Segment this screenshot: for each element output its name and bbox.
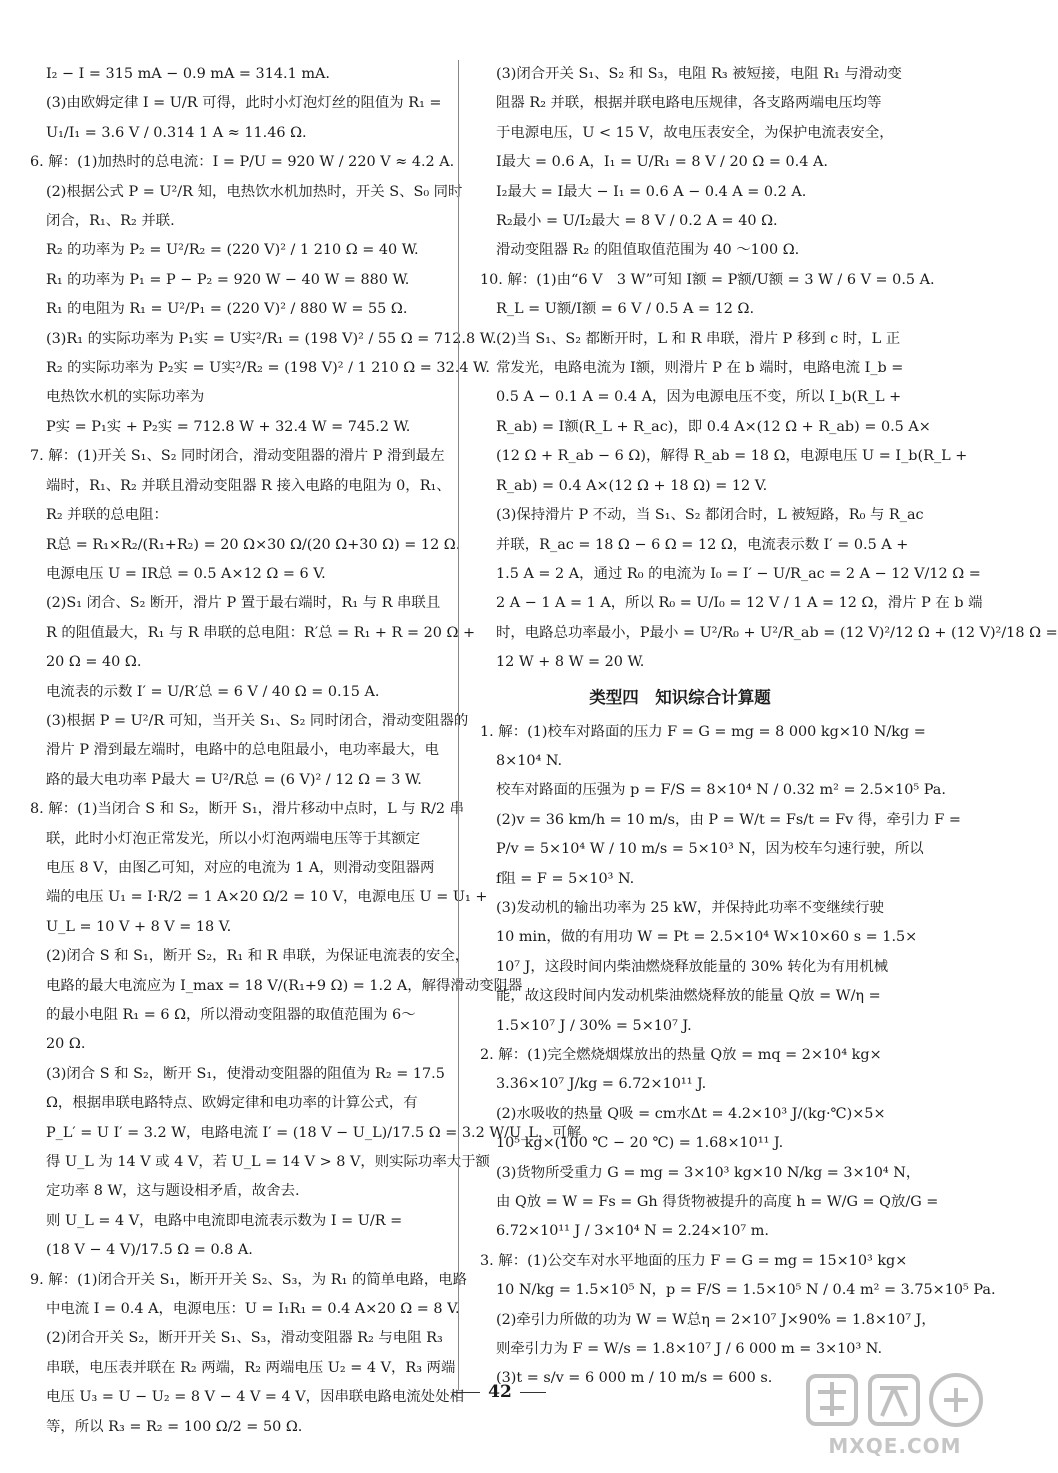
text-line: (3)货物所受重力 G = mg = 3×10³ kg×10 N/kg = 3×10⁴ N， (496, 1164, 921, 1181)
text-line: 由 Q放 = W = Fs = Gh 得货物被提升的高度 h = W/G = Q放/G = (496, 1194, 939, 1211)
text-line: (2)水吸收的热量 Q吸 = cm水Δt = 4.2×10³ J/(kg·℃)×5× (496, 1105, 886, 1122)
text-line: 8. 解：(1)当闭合 S 和 S₂，断开 S₁，滑片移动中点时，L 与 R/2 串 (30, 801, 465, 818)
text-line: (3)根据 P = U²/R 可知，当开关 S₁、S₂ 同时闭合，滑动变阻器的 (46, 712, 469, 729)
text-line: 滑动变阻器 R₂ 的阻值取值范围为 40 ～100 Ω. (496, 242, 800, 259)
page-dash-right (520, 1392, 546, 1393)
text-line: U_L = 10 V + 8 V = 18 V. (46, 918, 232, 935)
text-line: 7. 解：(1)开关 S₁、S₂ 同时闭合，滑动变阻器的滑片 P 滑到最左 (30, 448, 445, 465)
text-line: 0.5 A − 0.1 A = 0.4 A，因为电源电压不变，所以 I_b(R_L + (496, 389, 902, 406)
text-line: 12 W + 8 W = 20 W. (496, 654, 645, 671)
text-line: P/v = 5×10⁴ W / 10 m/s = 5×10³ N，因为校车匀速行驶，所以 (496, 841, 924, 858)
text-line: 常发光，电路电流为 I额，则滑片 P 在 b 端时，电路电流 I_b = (496, 360, 904, 377)
text-line: 2 A − 1 A = 1 A，所以 R₀ = U/I₀ = 12 V / 1 A = 12 Ω，滑片 P 在 b 端 (496, 595, 983, 612)
text-line: R₂ 并联的总电阻： (46, 507, 168, 524)
text-line: R_L = U额/I额 = 6 V / 0.5 A = 12 Ω. (496, 301, 755, 318)
text-line: 6. 解：(1)加热时的总电流：I = P/U = 920 W / 220 V ≈ 4.2 A. (30, 154, 455, 171)
text-line: Ω，根据串联电路特点、欧姆定律和电功率的计算公式，有 (46, 1095, 418, 1112)
text-line: 能，故这段时间内发动机柴油燃烧释放的能量 Q放 = W/η = (496, 988, 881, 1005)
watermark-logo (802, 1368, 988, 1464)
text-line: (3)闭合 S 和 S₂，断开 S₁，使滑动变阻器的阻值为 R₂ = 17.5 (46, 1065, 445, 1082)
text-line: (12 Ω + R_ab − 6 Ω)，解得 R_ab = 18 Ω，电源电压 U = I_b(R_L + (496, 448, 968, 465)
text-line: 则牵引力为 F = W/s = 1.8×10⁷ J / 6 000 m = 3×10³ N. (496, 1341, 883, 1358)
text-line: P_L′ = U I′ = 3.2 W，电路电流 I′ = (18 V − U_L)/17.5 Ω = 3.2 W/U_L，可解 (46, 1124, 582, 1141)
text-line: 阻器 R₂ 并联，根据并联电路电压规律，各支路两端电压均等 (496, 95, 882, 112)
text-line: 于电源电压，U < 15 V，故电压表安全，为保护电流表安全， (496, 124, 894, 141)
text-line: 闭合，R₁、R₂ 并联. (46, 213, 175, 230)
text-line: R 的阻值最大，R₁ 与 R 串联的总电阻：R′总 = R₁ + R = 20 Ω + (46, 624, 476, 641)
right-column-top (480, 60, 1058, 678)
text-line: 电流表的示数 I′ = U/R′总 = 6 V / 40 Ω = 0.15 A. (46, 683, 380, 700)
text-line: I最大 = 0.6 A，I₁ = U/R₁ = 8 V / 20 Ω = 0.4 A. (496, 154, 828, 171)
text-line: (2)牵引力所做的功为 W = W总η = 2×10⁷ J×90% = 1.8×10⁷ J， (496, 1311, 936, 1328)
text-line: 10⁷ J，这段时间内柴油燃烧释放能量的 30% 转化为有用机械 (496, 958, 889, 975)
text-line: (2)当 S₁、S₂ 都断开时，L 和 R 串联，滑片 P 移到 c 时，L 正 (496, 330, 901, 347)
page-dash-left (454, 1392, 480, 1393)
text-line: (18 V − 4 V)/17.5 Ω = 0.8 A. (46, 1242, 253, 1259)
text-line: 滑片 P 滑到最左端时，电路中的总电阻最小，电功率最大，电 (46, 742, 439, 759)
section-title: 类型四 知识综合计算题 (589, 687, 771, 707)
text-line: 中电流 I = 0.4 A，电源电压：U = I₁R₁ = 0.4 A×20 Ω = 8 V. (46, 1301, 460, 1318)
text-line: f阻 = F = 5×10³ N. (496, 870, 635, 887)
text-line: 端时，R₁、R₂ 并联且滑动变阻器 R 接入电路的电阻为 0，R₁、 (46, 477, 451, 494)
text-line: 的最小电阻 R₁ = 6 Ω，所以滑动变阻器的取值范围为 6～ (46, 1007, 416, 1023)
text-line: 1.5×10⁷ J / 30% = 5×10⁷ J. (496, 1017, 692, 1034)
text-line: 6.72×10¹¹ J / 3×10⁴ N = 2.24×10⁷ m. (496, 1223, 769, 1240)
text-line: 电热饮水机的实际功率为 (46, 389, 205, 406)
text-line: 3.36×10⁷ J/kg = 6.72×10¹¹ J. (496, 1076, 707, 1093)
text-line: (3)保持滑片 P 不动，当 S₁、S₂ 都闭合时，L 被短路，R₀ 与 R_ac (496, 507, 924, 524)
text-line: 串联，电压表并联在 R₂ 两端，R₂ 两端电压 U₂ = 4 V，R₃ 两端 (46, 1359, 456, 1376)
text-line: 时，电路总功率最小，P最小 = U²/R₀ + U²/R_ab = (12 V)²/12 Ω + (12 V)²/18 Ω = (496, 624, 1058, 641)
text-line: 2. 解：(1)完全燃烧烟煤放出的热量 Q放 = mq = 2×10⁴ kg× (480, 1047, 882, 1063)
text-line: P实 = P₁实 + P₂实 = 712.8 W + 32.4 W = 745.2 W. (46, 418, 411, 435)
text-line: 1.5 A = 2 A，通过 R₀ 的电流为 I₀ = I′ − U/R_ac = 2 A − 12 V/12 Ω = (496, 565, 981, 582)
watermark-url: MXQE.COM (828, 1434, 962, 1458)
text-line: 1. 解：(1)校车对路面的压力 F = G = mg = 8 000 kg×10 N/kg = (480, 723, 926, 740)
text-line: 电路的最大电流应为 I_max = 18 V/(R₁+9 Ω) = 1.2 A，解得滑动变阻器 (46, 977, 523, 994)
text-line: 定功率 8 W，这与题设相矛盾，故舍去. (46, 1183, 300, 1200)
text-line: (2)根据公式 P = U²/R 知，电热饮水机加热时，开关 S、S₀ 同时 (46, 183, 463, 200)
text-line: 10 min，做的有用功 W = Pt = 2.5×10⁴ W×10×60 s = 1.5× (496, 929, 918, 946)
text-line: 10. 解：(1)由“6 V 3 W”可知 I额 = P额/U额 = 3 W / 6 V = 0.5 A. (480, 271, 935, 288)
text-line: 得 U_L 为 14 V 或 4 V，若 U_L = 14 V > 8 V，则实际功率大于额 (46, 1154, 490, 1171)
text-line: U₁/I₁ = 3.6 V / 0.314 1 A ≈ 11.46 Ω. (46, 124, 307, 141)
text-line: 9. 解：(1)闭合开关 S₁，断开开关 S₂、S₃，为 R₁ 的简单电路，电路 (30, 1271, 468, 1288)
text-line: R_ab) = 0.4 A×(12 Ω + 18 Ω) = 12 V. (496, 477, 768, 494)
text-line: (2)v = 36 km/h = 10 m/s，由 P = W/t = Fs/t = Fv 得，牵引力 F = (496, 811, 961, 828)
text-line: 电压 8 V，由图乙可知，对应的电流为 1 A，则滑动变阻器两 (46, 859, 435, 876)
page-number-text: 42 (488, 1382, 512, 1402)
text-line: 8×10⁴ N. (496, 752, 563, 769)
text-line: 20 Ω. (46, 1036, 86, 1053)
text-line: 路的最大电功率 P最大 = U²/R总 = (6 V)² / 12 Ω = 3 W. (46, 771, 422, 788)
text-line: R₂ 的功率为 P₂ = U²/R₂ = (220 V)² / 1 210 Ω = 40 W. (46, 242, 419, 259)
text-line: 10⁵ kg×(100 ℃ − 20 ℃) = 1.68×10¹¹ J. (496, 1135, 784, 1152)
text-line: (3)R₁ 的实际功率为 P₁实 = U实²/R₁ = (198 V)² / 55 Ω = 712.8 W. (46, 330, 497, 347)
text-line: (3)由欧姆定律 I = U/R 可得，此时小灯泡灯丝的阻值为 R₁ = (46, 95, 442, 112)
watermark-badge-icon (802, 1368, 988, 1438)
text-line: R₂ 的实际功率为 P₂实 = U实²/R₂ = (198 V)² / 1 210 Ω = 32.4 W. (46, 360, 490, 377)
text-line: 联，此时小灯泡正常发光，所以小灯泡两端电压等于其额定 (46, 830, 421, 847)
text-line: R总 = R₁×R₂/(R₁+R₂) = 20 Ω×30 Ω/(20 Ω+30 Ω) = 12 Ω. (46, 536, 461, 553)
text-line: R_ab) = I额(R_L + R_ac)，即 0.4 A×(12 Ω + R_ab) = 0.5 A× (496, 418, 931, 435)
right-column (480, 60, 1058, 1394)
text-line: (3)发动机的输出功率为 25 kW，并保持此功率不变继续行驶 (496, 899, 884, 916)
text-line: 20 Ω = 40 Ω. (46, 654, 142, 671)
text-line: R₁ 的电阻为 R₁ = U²/P₁ = (220 V)² / 880 W = 55 Ω. (46, 301, 408, 318)
right-column-bottom (480, 718, 996, 1394)
text-line: (3)闭合开关 S₁、S₂ 和 S₃，电阻 R₃ 被短接，电阻 R₁ 与滑动变 (496, 66, 902, 82)
column-divider (458, 60, 459, 1390)
text-line: R₂最小 = U/I₂最大 = 8 V / 0.2 A = 40 Ω. (496, 213, 778, 230)
text-line: 校车对路面的压强为 p = F/S = 8×10⁴ N / 0.32 m² = 2.5×10⁵ Pa. (496, 782, 946, 799)
text-line: 并联，R_ac = 18 Ω − 6 Ω = 12 Ω，电流表示数 I′ = 0.5 A + (496, 536, 909, 553)
text-line: (2)闭合开关 S₂，断开开关 S₁、S₃，滑动变阻器 R₂ 与电阻 R₃ (46, 1330, 443, 1347)
text-line: 10 N/kg = 1.5×10⁵ N，p = F/S = 1.5×10⁵ N / 0.4 m² = 3.75×10⁵ Pa. (496, 1282, 996, 1299)
text-line: 3. 解：(1)公交车对水平地面的压力 F = G = mg = 15×10³ kg× (480, 1252, 908, 1269)
text-line: (2)闭合 S 和 S₁，断开 S₂，R₁ 和 R 串联，为保证电流表的安全， (46, 948, 470, 965)
text-line: 端的电压 U₁ = I·R/2 = 1 A×20 Ω/2 = 10 V，电源电压 U = U₁ + (46, 889, 488, 906)
text-line: 等，所以 R₃ = R₂ = 100 Ω/2 = 50 Ω. (46, 1418, 303, 1435)
text-line: 电源电压 U = IR总 = 0.5 A×12 Ω = 6 V. (46, 565, 326, 582)
text-line: I₂最大 = I最大 − I₁ = 0.6 A − 0.4 A = 0.2 A. (496, 183, 807, 200)
text-line: 则 U_L = 4 V，电路中电流即电流表示数为 I = U/R = (46, 1212, 403, 1229)
text-line: R₁ 的功率为 P₁ = P − P₂ = 920 W − 40 W = 880 W. (46, 271, 410, 288)
text-line: (2)S₁ 闭合、S₂ 断开，滑片 P 置于最右端时，R₁ 与 R 串联且 (46, 595, 441, 612)
text-line: I₂ − I = 315 mA − 0.9 mA = 314.1 mA. (46, 66, 330, 82)
text-line: 电压 U₃ = U − U₂ = 8 V − 4 V = 4 V，因串联电路电流处处相 (46, 1389, 464, 1406)
text-line: (3)t = s/v = 6 000 m / 10 m/s = 600 s. (496, 1370, 773, 1387)
